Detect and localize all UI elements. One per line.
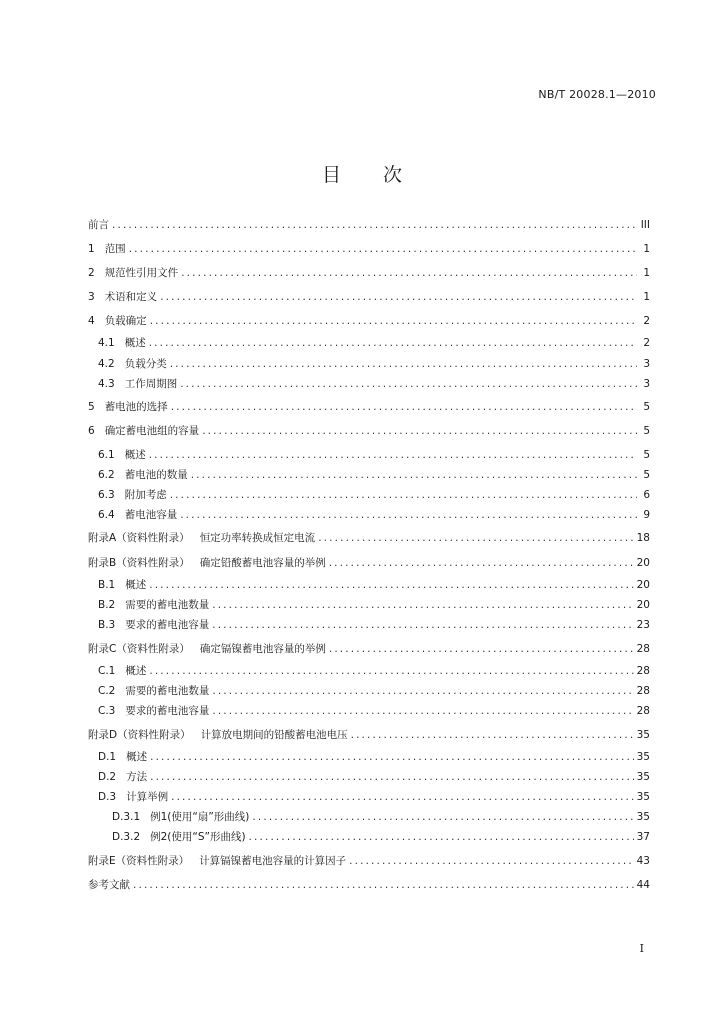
toc-leader-dots	[349, 855, 633, 867]
toc-leader-dots	[181, 267, 637, 279]
toc-entry-number: B.3	[98, 619, 116, 631]
toc-entry-number: 附录E（资料性附录）	[88, 855, 190, 867]
toc-entry-number: 2	[88, 267, 95, 279]
toc-entry-page: 28	[636, 665, 650, 677]
toc-entry-page: 5	[643, 425, 650, 437]
toc-entry-title: 确定蓄电池组的容量	[104, 425, 200, 437]
toc-leader-dots	[170, 358, 637, 370]
toc-leader-dots	[171, 791, 634, 803]
toc-entry-number: 附录B（资料性附录）	[88, 557, 190, 569]
toc-entry[interactable]	[98, 447, 650, 463]
toc-entry-page: 6	[643, 489, 650, 501]
toc-entry[interactable]	[98, 507, 650, 523]
toc-entry-page: 20	[636, 599, 650, 611]
toc-leader-dots	[329, 557, 634, 569]
toc-entry-number: 4.2	[98, 358, 115, 370]
toc-entry-title: 概述	[125, 665, 147, 677]
toc-entry[interactable]	[98, 617, 650, 633]
toc-entry-number: 6	[88, 425, 95, 437]
toc-entry[interactable]	[88, 241, 650, 257]
toc-entry[interactable]	[88, 877, 650, 893]
toc-entry-title: 恒定功率转换成恒定电流	[199, 532, 316, 544]
toc-entry-page: 1	[643, 267, 650, 279]
toc-entry[interactable]	[98, 749, 650, 765]
toc-entry-title: 概述	[125, 579, 147, 591]
toc-leader-dots	[112, 219, 637, 231]
toc-entry-number: 6.3	[98, 489, 115, 501]
toc-leader-dots	[252, 811, 633, 823]
toc-entry-title: 计算举例	[126, 791, 169, 803]
toc-entry-page: 1	[643, 243, 650, 255]
toc-entry-number: 附录C（资料性附录）	[88, 643, 190, 655]
toc-entry[interactable]	[88, 217, 650, 233]
toc-leader-dots	[150, 315, 637, 327]
toc-entry[interactable]	[98, 467, 650, 483]
toc-entry[interactable]	[88, 641, 650, 657]
toc-entry-number: 4.1	[98, 337, 115, 349]
toc-leader-dots	[351, 729, 634, 741]
toc-entry-title: 例2(使用“S”形曲线)	[150, 831, 246, 843]
toc-entry-title: 工作周期图	[124, 378, 178, 390]
toc-entry-title: 蓄电池容量	[124, 509, 178, 521]
toc-entry-title: 计算放电期间的铅酸蓄电池电压	[200, 729, 348, 741]
toc-leader-dots	[170, 489, 637, 501]
toc-entry-title: 确定镉镍蓄电池容量的举例	[199, 643, 326, 655]
toc-entry[interactable]	[88, 399, 650, 415]
toc-entry[interactable]	[98, 769, 650, 785]
toc-entry-title: 蓄电池的数量	[124, 469, 188, 481]
toc-entry-number: 6.4	[98, 509, 115, 521]
toc-entry-page: 5	[643, 449, 650, 461]
toc-entry-number: D.3.1	[112, 811, 141, 823]
toc-entry[interactable]	[98, 487, 650, 503]
toc-entry-number: 4	[88, 315, 95, 327]
toc-entry-page: 35	[636, 771, 650, 783]
toc-entry-title: 前言	[88, 219, 109, 231]
toc-entry[interactable]	[98, 789, 650, 805]
toc-entry-number: D.2	[98, 771, 117, 783]
toc-entry-page: 35	[636, 791, 650, 803]
toc-leader-dots	[149, 579, 633, 591]
toc-leader-dots	[149, 449, 637, 461]
toc-entry[interactable]	[112, 809, 650, 825]
toc-entry[interactable]	[98, 683, 650, 699]
toc-leader-dots	[133, 879, 634, 891]
toc-leader-dots	[171, 401, 637, 413]
toc-entry-page: 28	[636, 685, 650, 697]
toc-entry-page: 23	[636, 619, 650, 631]
toc-leader-dots	[150, 751, 634, 763]
toc-entry-number: B.1	[98, 579, 116, 591]
toc-entry-title: 要求的蓄电池容量	[125, 619, 210, 631]
toc-entry-page: 3	[643, 358, 650, 370]
toc-entry-page: 35	[636, 751, 650, 763]
toc-entry-page: 20	[636, 557, 650, 569]
toc-entry-number: 附录A（资料性附录）	[88, 532, 190, 544]
toc-entry[interactable]	[98, 597, 650, 613]
toc-entry-page: 1	[643, 291, 650, 303]
toc-entry-page: 28	[636, 643, 650, 655]
toc-leader-dots	[149, 665, 633, 677]
toc-entry-title: 负载分类	[124, 358, 167, 370]
page-title	[0, 160, 724, 187]
toc-entry-number: C.3	[98, 705, 116, 717]
toc-entry-number: D.3	[98, 791, 117, 803]
toc-entry[interactable]	[88, 423, 650, 439]
toc-leader-dots	[329, 643, 634, 655]
toc-entry-page: 28	[636, 705, 650, 717]
title-part-1: 目	[321, 164, 341, 186]
toc-entry-page: 44	[636, 879, 650, 891]
toc-entry[interactable]	[88, 313, 650, 329]
toc-entry-title: 需要的蓄电池数量	[125, 685, 210, 697]
toc-leader-dots	[202, 425, 637, 437]
toc-entry-page: 37	[636, 831, 650, 843]
toc-entry[interactable]	[98, 663, 650, 679]
toc-leader-dots	[129, 243, 637, 255]
toc-entry[interactable]	[88, 727, 650, 743]
toc-entry-title: 范围	[104, 243, 126, 255]
toc-entry-title: 参考文献	[88, 879, 130, 891]
toc-leader-dots	[212, 685, 633, 697]
toc-entry[interactable]	[88, 265, 650, 281]
toc-entry-page: 18	[636, 532, 650, 544]
toc-leader-dots	[212, 619, 633, 631]
toc-entry-title: 术语和定义	[104, 291, 158, 303]
toc-entry-title: 需要的蓄电池数量	[125, 599, 210, 611]
toc-leader-dots	[150, 771, 634, 783]
toc-entry-page: 35	[636, 811, 650, 823]
toc-entry-page: 2	[643, 337, 650, 349]
toc-entry-page: 5	[643, 401, 650, 413]
toc-entry-page: III	[640, 219, 650, 231]
toc-entry-title: 例1(使用“扇”形曲线)	[150, 811, 250, 823]
toc-entry[interactable]	[98, 376, 650, 392]
toc-entry-number: D.3.2	[112, 831, 141, 843]
toc-leader-dots	[180, 378, 637, 390]
toc-leader-dots	[249, 831, 634, 843]
toc-entry-title: 概述	[126, 751, 148, 763]
toc-entry[interactable]	[98, 335, 650, 351]
toc-entry-number: B.2	[98, 599, 116, 611]
toc-entry-title: 规范性引用文件	[104, 267, 179, 279]
toc-entry-title: 要求的蓄电池容量	[125, 705, 210, 717]
toc-entry-title: 概述	[124, 337, 146, 349]
toc-leader-dots	[212, 705, 633, 717]
toc-leader-dots	[212, 599, 633, 611]
toc-entry-number: 3	[88, 291, 95, 303]
toc-entry-number: 6.2	[98, 469, 115, 481]
toc-entry-number: C.1	[98, 665, 116, 677]
toc-entry-number: 附录D（资料性附录）	[88, 729, 191, 741]
toc-entry[interactable]	[88, 289, 650, 305]
toc-entry-title: 附加考虑	[124, 489, 167, 501]
toc-entry-page: 43	[636, 855, 650, 867]
toc-entry-number: D.1	[98, 751, 117, 763]
toc-entry[interactable]	[98, 577, 650, 593]
toc-entry[interactable]	[98, 703, 650, 719]
toc-entry-title: 方法	[126, 771, 148, 783]
title-part-2: 次	[383, 164, 403, 186]
toc-leader-dots	[180, 509, 637, 521]
toc-entry[interactable]	[88, 530, 650, 546]
toc-entry-page: 5	[643, 469, 650, 481]
toc-entry-number: 4.3	[98, 378, 115, 390]
toc-entry-page: 20	[636, 579, 650, 591]
toc-entry-title: 确定铅酸蓄电池容量的举例	[199, 557, 326, 569]
toc-entry-title: 负载确定	[104, 315, 147, 327]
toc-entry-title: 蓄电池的选择	[104, 401, 168, 413]
toc-entry[interactable]	[88, 853, 650, 869]
toc-entry-title: 计算镉镍蓄电池容量的计算因子	[199, 855, 347, 867]
toc-entry-number: 6.1	[98, 449, 115, 461]
toc-entry-page: 35	[636, 729, 650, 741]
toc-entry-page: 2	[643, 315, 650, 327]
toc-entry-number: C.2	[98, 685, 116, 697]
toc-entry-title: 概述	[124, 449, 146, 461]
toc-entry-number: 1	[88, 243, 95, 255]
toc-entry-page: 9	[643, 509, 650, 521]
standard-number: NB/T 20028.1—2010	[538, 88, 656, 101]
toc-entry[interactable]	[112, 829, 650, 845]
toc-entry[interactable]	[98, 356, 650, 372]
toc-entry-page: 3	[643, 378, 650, 390]
toc-leader-dots	[191, 469, 637, 481]
toc-leader-dots	[149, 337, 637, 349]
page-number: I	[639, 942, 644, 955]
toc-leader-dots	[318, 532, 633, 544]
toc-entry-number: 5	[88, 401, 95, 413]
toc-entry[interactable]	[88, 555, 650, 571]
toc-leader-dots	[160, 291, 637, 303]
